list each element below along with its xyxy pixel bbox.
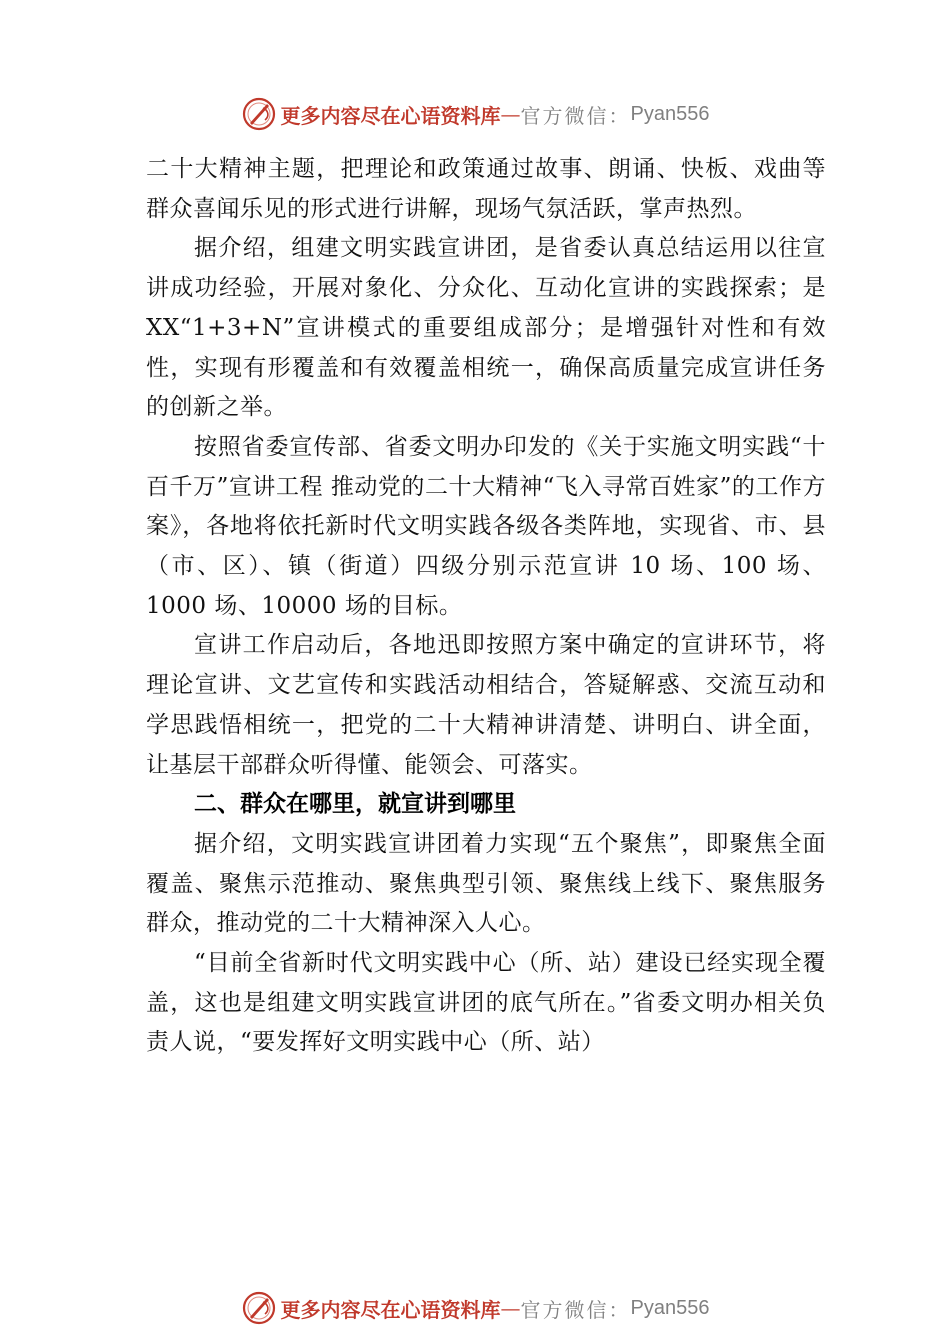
section-heading: 二、群众在哪里，就宣讲到哪里 bbox=[194, 791, 516, 818]
paragraph-6: “目前全省新时代文明实践中心（所、站）建设已经实现全覆盖，这也是组建文明实践宣讲团的底气所在。”省委文明办相关负责人说，“要发挥好文明实践中心（所、站） bbox=[146, 950, 826, 1056]
paragraph-4: 宣讲工作启动后，各地迅即按照方案中确定的宣讲环节，将理论宣讲、文艺宣传和实践活动相结合，答疑解惑、交流互动和学思践悟相统一，把党的二十大精神讲清楚、讲明白、讲全面，让基层干部群众听得懂、能领会、可落实。 bbox=[146, 632, 826, 778]
banner-title: 更多内容尽在心语资料库 bbox=[280, 103, 501, 128]
banner-wechat-id: Pyan556 bbox=[630, 1296, 710, 1319]
quill-circle-icon bbox=[241, 1290, 277, 1326]
banner-separator: — bbox=[500, 1296, 521, 1320]
paragraph-3: 按照省委宣传部、省委文明办印发的《关于实施文明实践“十百千万”宣讲工程 推动党的二十大精神“飞入寻常百姓家”的工作方案》，各地将依托新时代文明实践各级各类阵地，实现省、市、县（市、区）、镇（街道）四级分别示范宣讲 10 场、100 场、1000 场、10000 场的目标。 bbox=[146, 433, 826, 619]
banner-wechat-label: 官方微信： bbox=[520, 103, 631, 128]
banner-wechat-label: 官方微信： bbox=[520, 1297, 631, 1322]
quill-circle-icon bbox=[241, 96, 277, 132]
banner-wechat-id: Pyan556 bbox=[630, 102, 710, 125]
paragraph-5: 据介绍，文明实践宣讲团着力实现“五个聚焦”，即聚焦全面覆盖、聚焦示范推动、聚焦典型引领、聚焦线上线下、聚焦服务群众，推动党的二十大精神深入人心。 bbox=[146, 830, 826, 937]
footer-banner bbox=[0, 1288, 950, 1328]
paragraph-1: 二十大精神主题，把理论和政策通过故事、朗诵、快板、戏曲等群众喜闻乐见的形式进行讲解，现场气氛活跃，掌声热烈。 bbox=[146, 156, 826, 222]
banner-title: 更多内容尽在心语资料库 bbox=[280, 1297, 501, 1322]
header-banner bbox=[0, 94, 950, 134]
paragraph-2: 据介绍，组建文明实践宣讲团，是省委认真总结运用以往宣讲成功经验，开展对象化、分众化、互动化宣讲的实践探索；是 XX“1+3+N”宣讲模式的重要组成部分；是增强针对性和有效性，实现有形覆盖和有效覆盖相统一，确保高质量完成宣讲任务的创新之举。 bbox=[146, 235, 826, 421]
banner-separator: — bbox=[500, 102, 521, 126]
document-body bbox=[146, 150, 826, 1063]
